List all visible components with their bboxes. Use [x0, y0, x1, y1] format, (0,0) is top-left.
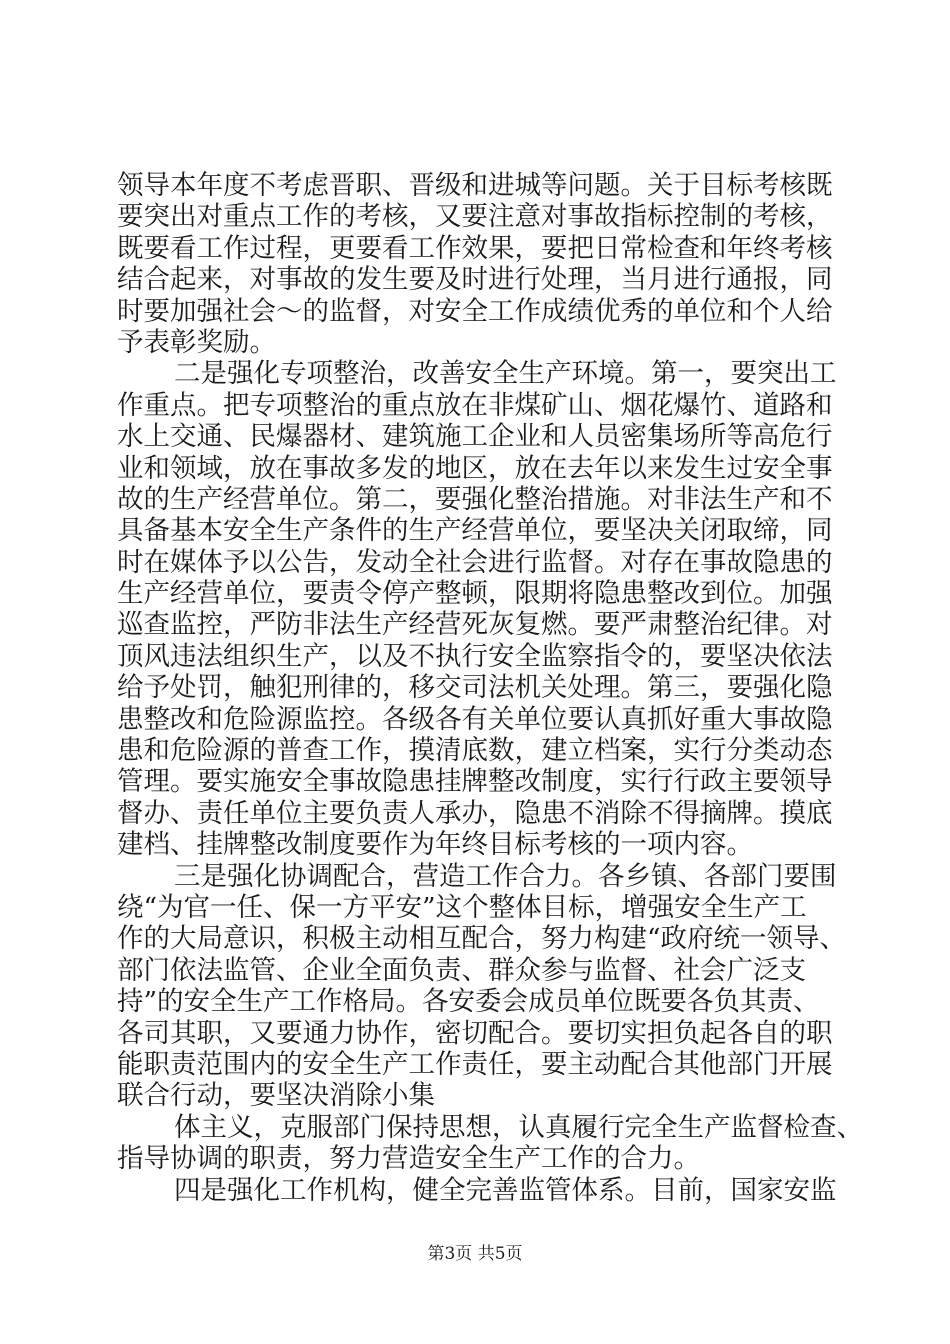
text-line: 具备基本安全生产条件的生产经营单位，要坚决关闭取缔，同	[117, 515, 833, 547]
text-line: 水上交通、民爆器材、建筑施工企业和人员密集场所等高危行	[117, 421, 833, 453]
text-line: 联合行动，要坚决消除小集	[117, 1080, 435, 1112]
document-body	[117, 170, 863, 1206]
text-line: 建档、挂牌整改制度要作为年终目标考核的一项内容。	[117, 829, 753, 861]
text-line: 时要加强社会～的监督，对安全工作成绩优秀的单位和个人给	[117, 295, 833, 327]
paragraph-first-line: 三是强化协调配合，营造工作合力。各乡镇、各部门要围	[174, 860, 837, 892]
text-line: 要突出对重点工作的考核，又要注意对事故指标控制的考核，	[117, 201, 833, 233]
text-line: 各司其职，又要通力协作，密切配合。要切实担负起各自的职	[117, 1017, 833, 1049]
text-line: 能职责范围内的安全生产工作责任，要主动配合其他部门开展	[117, 1048, 833, 1080]
paragraph-first-line: 二是强化专项整治，改善安全生产环境。第一，要突出工	[174, 358, 837, 390]
text-line: 管理。要实施安全事故隐患挂牌整改制度，实行行政主要领导	[117, 766, 833, 798]
text-line: 时在媒体予以公告，发动全社会进行监督。对存在事故隐患的	[117, 546, 833, 578]
text-line: 患整改和危险源监控。各级各有关单位要认真抓好重大事故隐	[117, 703, 833, 735]
text-line: 故的生产经营单位。第二，要强化整治措施。对非法生产和不	[117, 483, 833, 515]
text-line: 予表彰奖励。	[117, 326, 276, 358]
text-line: 督办、责任单位主要负责人承办，隐患不消除不得摘牌。摸底	[117, 797, 833, 829]
text-line: 持”的安全生产工作格局。各安委会成员单位既要各负其责、	[117, 986, 820, 1018]
text-line: 作的大局意识，积极主动相互配合，努力构建“政府统一领导、	[117, 923, 847, 955]
text-line: 生产经营单位，要责令停产整顿，限期将隐患整改到位。加强	[117, 578, 833, 610]
text-line: 作重点。把专项整治的重点放在非煤矿山、烟花爆竹、道路和	[117, 389, 833, 421]
text-line: 既要看工作过程，更要看工作效果，要把日常检查和年终考核	[117, 232, 833, 264]
paragraph-first-line: 体主义，克服部门保持思想，认真履行完全生产监督检查、	[174, 1111, 863, 1143]
text-line: 指导协调的职责，努力营造安全生产工作的合力。	[117, 1143, 700, 1175]
page-number-footer: 第3页 共5页	[427, 1244, 523, 1264]
text-line: 部门依法监管、企业全面负责、群众参与监督、社会广泛支	[117, 954, 806, 986]
text-line: 结合起来，对事故的发生要及时进行处理，当月进行通报，同	[117, 264, 833, 296]
text-line: 绕“为官一任、保一方平安”这个整体目标，增强安全生产工	[117, 891, 807, 923]
text-line: 患和危险源的普查工作，摸清底数，建立档案，实行分类动态	[117, 735, 833, 767]
text-line: 领导本年度不考虑晋职、晋级和进城等问题。关于目标考核既	[117, 170, 833, 201]
paragraph-first-line: 四是强化工作机构，健全完善监管体系。目前，国家安监	[174, 1174, 837, 1206]
text-line: 业和领域，放在事故多发的地区，放在去年以来发生过安全事	[117, 452, 833, 484]
text-line: 给予处罚，触犯刑律的，移交司法机关处理。第三，要强化隐	[117, 672, 833, 704]
text-line: 巡查监控，严防非法生产经营死灰复燃。要严肃整治纪律。对	[117, 609, 833, 641]
text-line: 顶风违法组织生产，以及不执行安全监察指令的，要坚决依法	[117, 640, 833, 672]
